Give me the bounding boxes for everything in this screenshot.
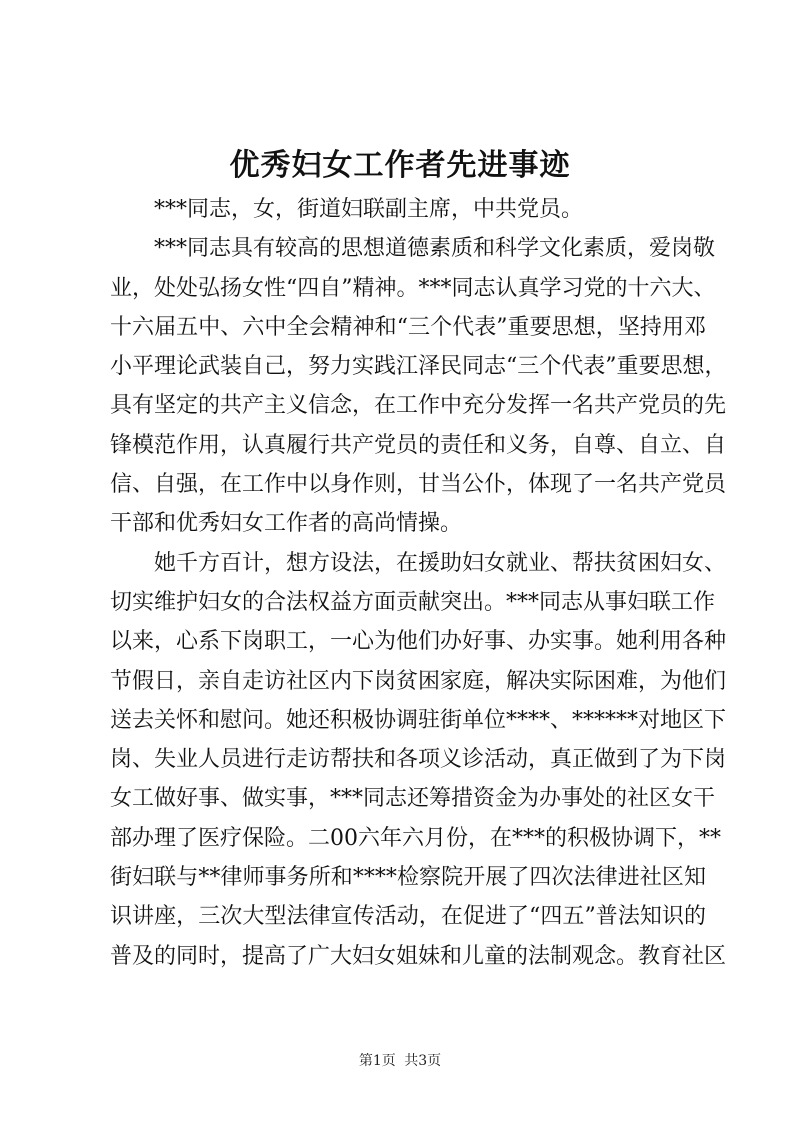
paragraph-line: 切实维护妇女的合法权益方面贡献突出。***同志从事妇联工作 [110, 589, 716, 615]
paragraph-line: 具有坚定的共产主义信念，在工作中充分发挥一名共产党员的先 [110, 393, 727, 419]
paragraph-line: 识讲座，三次大型法律宣传活动，在促进了“四五”普法知识的 [110, 904, 706, 930]
paragraph-line: 女工做好事、做实事，***同志还筹措资金为办事处的社区女干 [110, 786, 716, 812]
paragraph-line: 业，处处弘扬女性“四自”精神。***同志认真学习党的十六大、 [110, 275, 716, 301]
paragraph-line: 十六届五中、六中全会精神和“三个代表”重要思想，坚持用邓 [110, 314, 706, 340]
paragraph-line: 小平理论武装自己，努力实践江泽民同志“三个代表”重要思想， [110, 354, 727, 380]
paragraph-line: 干部和优秀妇女工作者的高尚情操。 [110, 511, 463, 537]
paragraph-line: 以来，心系下岗职工，一心为他们办好事、办实事。她利用各种 [110, 629, 727, 655]
paragraph-line: 街妇联与**律师事务所和****检察院开展了四次法律进社区知 [110, 865, 706, 891]
paragraph-line: 部办理了医疗保险。二00六年六月份，在***的积极协调下，** [110, 825, 721, 851]
paragraph-line: ***同志具有较高的思想道德素质和科学文化素质，爱岗敬 [154, 236, 716, 262]
document-title: 优秀妇女工作者先进事迹 [229, 148, 571, 183]
page-footer [0, 1050, 800, 1070]
paragraph-line: 她千方百计，想方设法，在援助妇女就业、帮扶贫困妇女、 [154, 550, 727, 576]
document-body [110, 190, 727, 976]
page-total: 共3页 [404, 1053, 442, 1069]
paragraph-line: 岗、失业人员进行走访帮扶和各项义诊活动，真正做到了为下岗 [110, 747, 727, 773]
paragraph-line: 普及的同时，提高了广大妇女姐妹和儿童的法制观念。教育社区 [110, 943, 727, 969]
paragraph-line: 送去关怀和慰问。她还积极协调驻街单位****、******对地区下 [110, 707, 727, 733]
paragraph-line: 节假日，亲自走访社区内下岗贫困家庭，解决实际困难，为他们 [110, 668, 727, 694]
paragraph-line: 锋模范作用，认真履行共产党员的责任和义务，自尊、自立、自 [110, 432, 727, 458]
paragraph-line: 信、自强，在工作中以身作则，甘当公仆，体现了一名共产党员 [110, 472, 727, 498]
paragraph-line: ***同志，女，街道妇联副主席，中共党员。 [154, 197, 584, 222]
page-number: 第1页 [358, 1053, 396, 1069]
